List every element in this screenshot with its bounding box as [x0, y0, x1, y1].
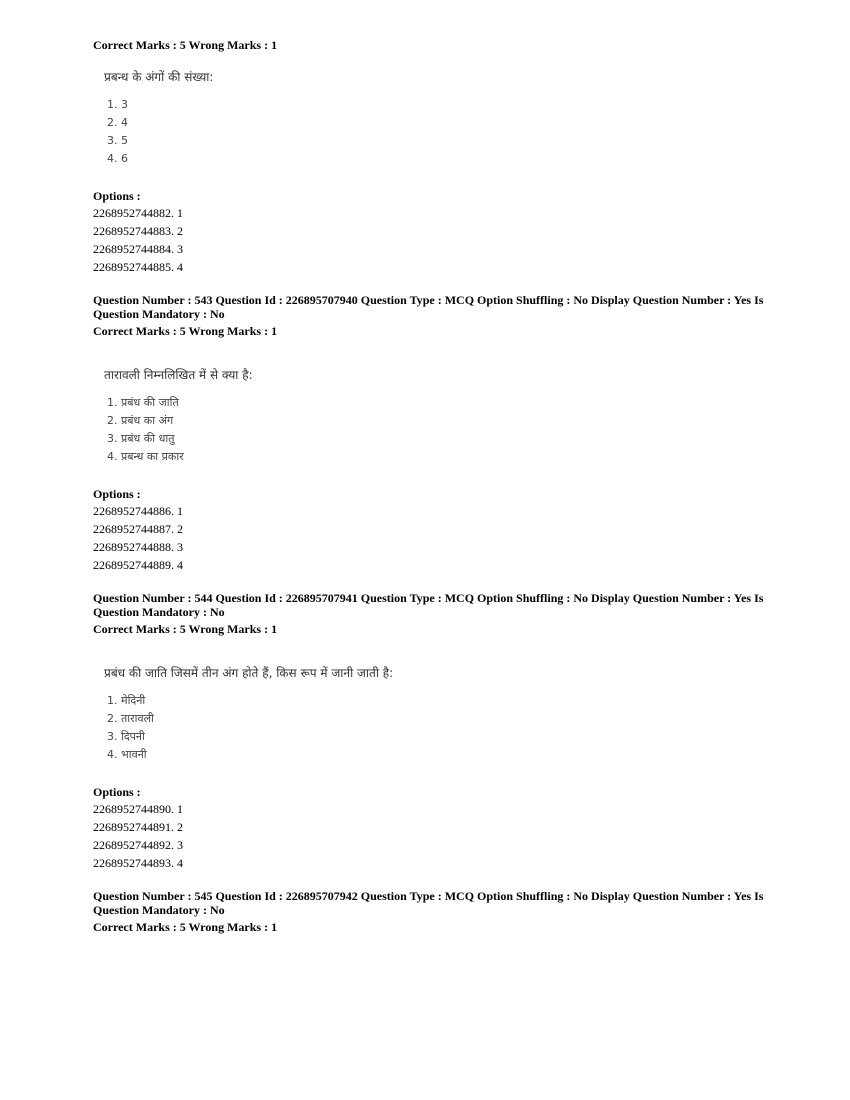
q545-header-line1: Question Number : 545 Question Id : 226895707942 Question Type : MCQ Option Shuffling : No Display Question Number : Yes Is — [93, 889, 764, 903]
q542-option-2: 2268952744883. 2 — [93, 224, 183, 238]
q542-option-list — [93, 204, 183, 276]
q544-choice-1: 1. मेदिनी — [107, 694, 146, 707]
q544-options-label: Options : — [93, 785, 141, 799]
q542-option-4: 2268952744885. 4 — [93, 260, 183, 274]
q544-choice-3: 3. दिपनी — [107, 730, 145, 743]
q543-header-line2: Question Mandatory : No — [93, 306, 225, 321]
q545-marks: Correct Marks : 5 Wrong Marks : 1 — [93, 920, 278, 934]
q543-header-line1: Question Number : 543 Question Id : 226895707940 Question Type : MCQ Option Shuffling : No Display Question Number : Yes Is — [93, 293, 764, 307]
q543-header — [93, 294, 773, 321]
q542-option-3: 2268952744884. 3 — [93, 242, 183, 256]
q544-header — [93, 592, 773, 619]
q545-header — [93, 890, 773, 917]
q543-question-text: तारावली निम्नलिखित में से क्या है: — [104, 368, 253, 382]
q542-options-label: Options : — [93, 189, 141, 203]
q543-choice-list — [107, 394, 184, 466]
q544-marks: Correct Marks : 5 Wrong Marks : 1 — [93, 622, 278, 636]
q543-choice-2: 2. प्रबंध का अंग — [107, 414, 174, 427]
q544-question-text: प्रबंध की जाति जिसमें तीन अंग होते हैं, किस रूप में जानी जाती है: — [104, 666, 394, 680]
q543-option-list — [93, 502, 183, 574]
q544-option-2: 2268952744891. 2 — [93, 820, 183, 834]
q542-choice-1: 1. 3 — [107, 98, 128, 111]
q543-marks: Correct Marks : 5 Wrong Marks : 1 — [93, 324, 278, 338]
q544-option-3: 2268952744892. 3 — [93, 838, 183, 852]
q544-option-4: 2268952744893. 4 — [93, 856, 183, 870]
q544-option-1: 2268952744890. 1 — [93, 802, 183, 816]
q544-option-list — [93, 800, 183, 872]
q543-option-3: 2268952744888. 3 — [93, 540, 183, 554]
q543-choice-3: 3. प्रबंध की धातु — [107, 432, 175, 445]
q542-choice-list — [107, 96, 128, 168]
q543-option-1: 2268952744886. 1 — [93, 504, 183, 518]
q544-header-line2: Question Mandatory : No — [93, 604, 225, 619]
q542-option-1: 2268952744882. 1 — [93, 206, 183, 220]
q542-choice-2: 2. 4 — [107, 116, 128, 129]
q543-option-2: 2268952744887. 2 — [93, 522, 183, 536]
q542-choice-4: 4. 6 — [107, 152, 128, 165]
q544-choice-2: 2. तारावली — [107, 712, 154, 725]
q544-choice-4: 4. भावनी — [107, 748, 147, 761]
q543-choice-4: 4. प्रबन्ध का प्रकार — [107, 450, 184, 463]
q543-options-label: Options : — [93, 487, 141, 501]
q543-choice-1: 1. प्रबंध की जाति — [107, 396, 179, 409]
q545-header-line2: Question Mandatory : No — [93, 902, 225, 917]
q544-header-line1: Question Number : 544 Question Id : 226895707941 Question Type : MCQ Option Shuffling : No Display Question Number : Yes Is — [93, 591, 764, 605]
q542-question-text: प्रबन्ध के अंगों की संख्या: — [104, 70, 214, 84]
q542-marks: Correct Marks : 5 Wrong Marks : 1 — [93, 38, 278, 52]
q544-choice-list — [107, 692, 154, 764]
q542-choice-3: 3. 5 — [107, 134, 128, 147]
q543-option-4: 2268952744889. 4 — [93, 558, 183, 572]
